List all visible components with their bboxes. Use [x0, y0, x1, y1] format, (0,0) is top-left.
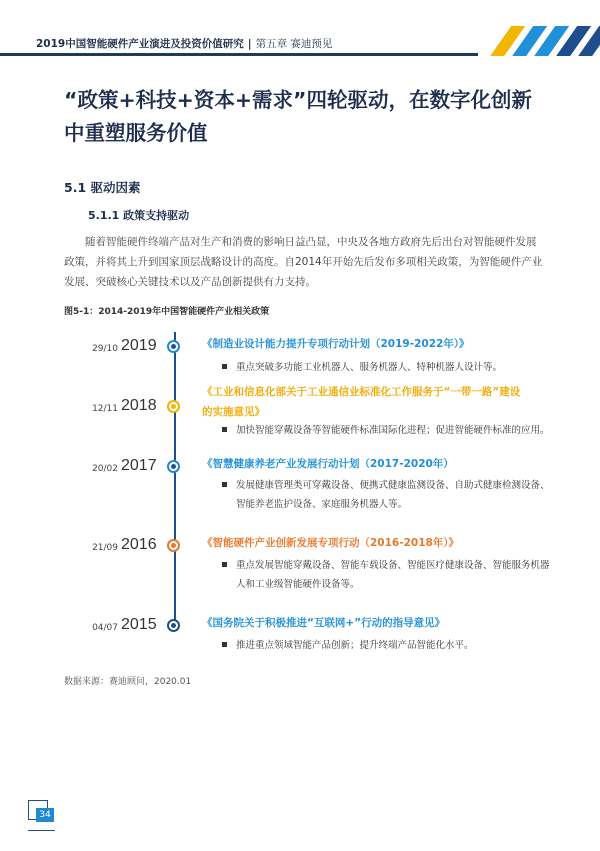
subsection-heading: 5.1.1 政策支持驱动: [88, 209, 190, 222]
report-title: 2019中国智能硬件产业演进及投资价值研究: [36, 38, 244, 50]
page-number: 34: [36, 808, 54, 822]
event-bullet: [222, 421, 556, 440]
event-bullet: [222, 358, 556, 377]
event-date: 12/11: [92, 404, 118, 414]
event-title: 《工业和信息化部关于工业通信业标准化工作服务于“一带一路”建设的实施意见》: [202, 386, 521, 418]
header-separator: |: [247, 38, 252, 50]
footer-rule: [28, 830, 55, 831]
page-title: “政策+科技+资本+需求”四轮驱动，在数字化创新中重塑服务价值: [64, 88, 532, 145]
event-date: 20/02: [92, 464, 118, 474]
bullet-square-icon: [222, 642, 227, 647]
figure-title: 图5-1：2014-2019年中国智能硬件产业相关政策: [64, 307, 270, 317]
running-header: [36, 36, 332, 51]
event-date: 21/09: [92, 543, 118, 553]
event-bullet-text: 发展健康管理类可穿戴设备、便携式健康监测设备、自助式健康检测设备、智能养老监护设备、家庭服务机器人等。: [236, 480, 550, 510]
event-title: 《制造业设计能力提升专项行动计划（2019-2022年）》: [202, 338, 470, 350]
timeline-node: [167, 400, 180, 413]
event-bullet-text: 推进重点领域智能产品创新；提升终端产品智能化水平。: [236, 640, 474, 651]
event-title: 《智能硬件产业创新发展专项行动（2016-2018年）》: [202, 537, 460, 549]
timeline-node: [167, 619, 180, 632]
event-title: 《国务院关于积极推进“互联网+”行动的指导意见》: [202, 617, 446, 629]
timeline-node: [167, 340, 180, 353]
event-date: 04/07: [92, 623, 118, 633]
header-stripes-decoration: [470, 26, 600, 56]
bullet-square-icon: [222, 482, 227, 487]
chapter-label: 第五章 赛迪预见: [255, 38, 333, 50]
event-bullet-text: 重点突破多功能工业机器人、服务机器人、特种机器人设计等。: [236, 362, 503, 373]
event-bullet: [222, 636, 556, 655]
event-year: 2017: [121, 457, 157, 474]
event-bullet: [222, 556, 556, 594]
event-year: 2018: [121, 397, 157, 414]
event-title: 《智慧健康养老产业发展行动计划（2017-2020年）: [202, 458, 454, 470]
event-year: 2019: [121, 337, 157, 354]
event-year: 2016: [121, 536, 157, 553]
bullet-square-icon: [222, 562, 227, 567]
timeline-node: [167, 539, 180, 552]
event-year: 2015: [121, 616, 157, 633]
header-rule: [0, 53, 478, 56]
bullet-square-icon: [222, 427, 227, 432]
timeline-node: [167, 460, 180, 473]
body-paragraph: 随着智能硬件终端产品对生产和消费的影响日益凸显，中央及各地方政府先后出台对智能硬件发展政策，并将其上升到国家顶层战略设计的高度。自2014年开始先后发布多项相关政策，为智能硬件产业发展、突破核心关键技术以及产品创新提供有力支持。: [64, 236, 543, 288]
event-bullet-text: 加快智能穿戴设备等智能硬件标准国际化进程；促进智能硬件标准的应用。: [236, 425, 550, 436]
timeline-axis: [174, 332, 176, 630]
bullet-square-icon: [222, 364, 227, 369]
event-bullet-text: 重点发展智能穿戴设备、智能车载设备、智能医疗健康设备、智能服务机器人和工业级智能硬件设备等。: [236, 560, 550, 590]
event-bullet: [222, 476, 556, 514]
event-date: 29/10: [92, 344, 118, 354]
data-source-note: 数据来源：赛迪顾问，2020.01: [64, 677, 192, 687]
section-heading: 5.1 驱动因素: [64, 180, 141, 195]
